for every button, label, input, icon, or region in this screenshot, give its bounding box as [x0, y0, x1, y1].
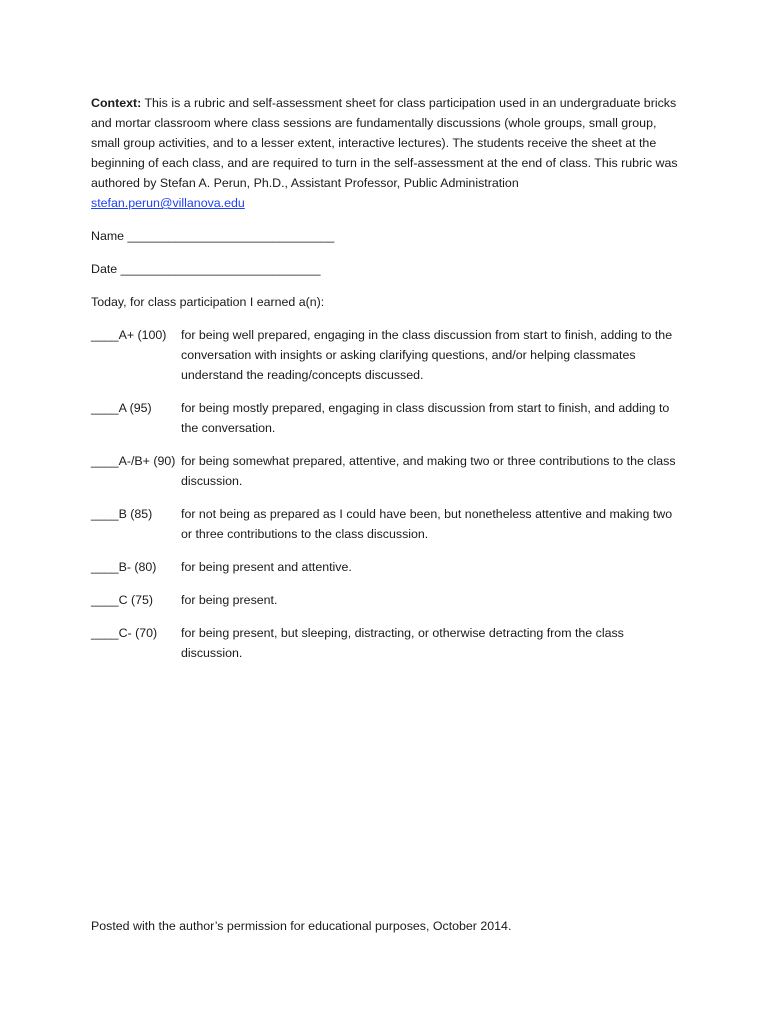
rubric-grade: ____B- (80) [91, 560, 157, 574]
rubric-item [91, 557, 681, 577]
rubric-grade: ____A-/B+ (90) [91, 454, 176, 468]
rubric-description: for being present and attentive. [181, 560, 352, 574]
rubric-item [91, 623, 681, 663]
context-label: Context: [91, 96, 142, 110]
rubric-item [91, 398, 681, 438]
author-email-link[interactable]: stefan.perun@villanova.edu [91, 196, 245, 210]
rubric-item [91, 504, 681, 544]
document-body [91, 93, 681, 676]
participation-prompt: Today, for class participation I earned a(n): [91, 295, 325, 309]
rubric-grade: ____A+ (100) [91, 328, 167, 342]
rubric-description: for being present. [181, 593, 278, 607]
rubric-item [91, 590, 681, 610]
rubric-item [91, 451, 681, 491]
rubric-description: for being well prepared, engaging in the class discussion from start to finish, adding to the conversation with insights or asking clarifying questions, and/or helping classmates understand the reading/concepts discussed. [181, 328, 673, 382]
rubric-grade: ____C (75) [91, 593, 153, 607]
rubric-description: for being present, but sleeping, distracting, or otherwise detracting from the class discussion. [181, 626, 624, 660]
rubric-grade: ____C- (70) [91, 626, 158, 640]
rubric-grade: ____B (85) [91, 507, 153, 521]
rubric-description: for being somewhat prepared, attentive, and making two or three contributions to the class discussion. [181, 454, 676, 488]
context-paragraph [91, 93, 681, 213]
name-field: Name ______________________________ [91, 229, 335, 243]
context-text: This is a rubric and self-assessment sheet for class participation used in an undergraduate bricks and mortar classroom where class sessions are fundamentally discussions (whole groups, small group, small group activities, and to a lesser extent, interactive lectures). The students receive the sheet at the beginning of each class, and are required to turn in the self-assessment at the end of class. This rubric was authored by Stefan A. Perun, Ph.D., Assistant Professor, Public Administration [91, 96, 678, 190]
rubric-description: for being mostly prepared, engaging in class discussion from start to finish, and adding to the conversation. [181, 401, 670, 435]
rubric-list [91, 325, 681, 663]
date-field: Date _____________________________ [91, 262, 321, 276]
rubric-item [91, 325, 681, 385]
footer-note: Posted with the author’s permission for educational purposes, October 2014. [91, 919, 512, 934]
rubric-description: for not being as prepared as I could have been, but nonetheless attentive and making two or three contributions to the class discussion. [181, 507, 673, 541]
rubric-grade: ____A (95) [91, 401, 152, 415]
